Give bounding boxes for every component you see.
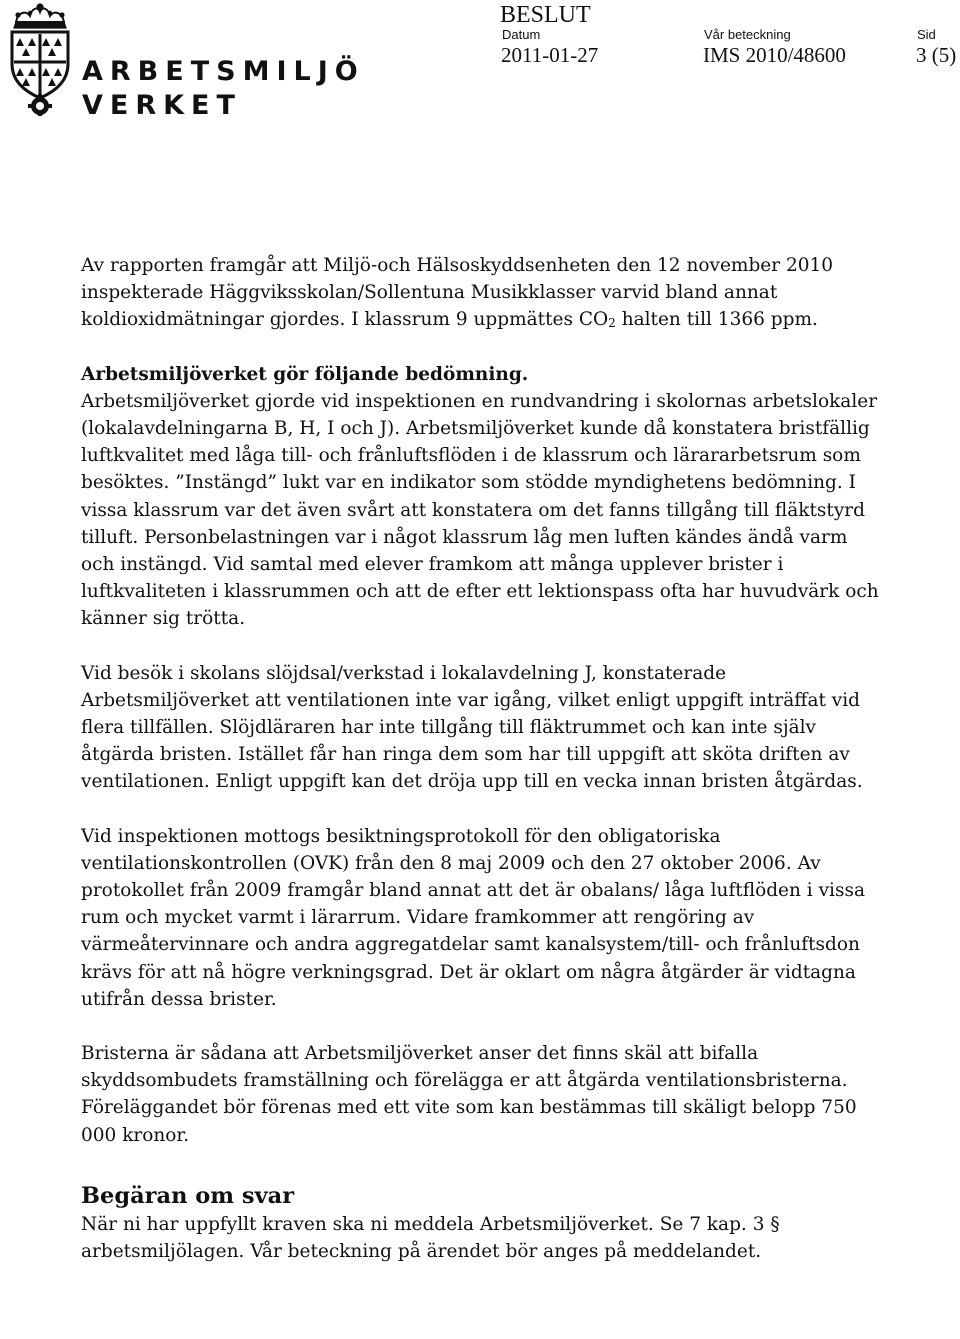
paragraph-report-tail: halten till 1366 ppm. <box>615 309 818 331</box>
assessment-text: Arbetsmiljöverket gjorde vid inspektionen en rundvandring i skolornas arbetslokaler (lokalavdelningarna B, H, I och J). Arbetsmiljöverket kunde då konstatera bristfällig luftkvalitet med låga till- och frånluftsflöden i de klassrum och lärararbetsrum som besöktes. ”Instängd” lukt var en indikator som stödde myndighetens bedömning. I vissa klassrum var det även svårt att konstatera om det fanns tillgång till fläktstyrd tilluft. Personbelastningen var i något klassrum låg men luften kändes ändå varm och instängd. Vid samtal med elever framkom att många upplever brister i luftkvaliteten i klassrummen och att de efter ett lektionspass ofta har huvudvärk och känner sig trötta. <box>81 390 879 630</box>
reference-label: Vår beteckning <box>704 27 791 42</box>
page-number: 3 (5) <box>916 43 957 67</box>
date-value: 2011-01-27 <box>501 43 599 67</box>
paragraph-report-text: Av rapporten framgår att Miljö-och Hälsoskyddsenheten den 12 november 2010 inspekterade Häggviksskolan/Sollentuna Musikklasser varvid bland annat koldioxidmätningar gjordes. I klassrum 9 uppmättes CO <box>81 255 834 331</box>
co2-subscript: 2 <box>608 316 616 331</box>
paragraph-report <box>81 252 881 334</box>
page-label: Sid <box>917 27 936 42</box>
reference-value: IMS 2010/48600 <box>703 43 846 67</box>
paragraph-workshop: Vid besök i skolans slöjdsal/verkstad i lokalavdelning J, konstaterade Arbetsmiljöverket att ventilationen inte var igång, vilket enligt uppgift inträffat vid flera tillfällen. Slöjdläraren har inte tillgång till fläktrummet och kan inte själv åtgärda bristen. Istället får han ringa dem som har till uppgift att sköta driften av ventilationen. Enligt uppgift kan det dröja upp till en vecka innan bristen åtgärdas. <box>81 662 863 793</box>
paragraph-ovk: Vid inspektionen mottogs besiktningsprotokoll för den obligatoriska ventilationskontrollen (OVK) från den 8 maj 2009 och den 27 oktober 2006. Av protokollet från 2009 framgår bland annat att det är obalans/ låga luftflöden i vissa rum och mycket varmt i lärarrum. Vidare framkommer att rengöring av värmeåtervinnare och andra aggregatdelar samt kanalsystem/till- och frånluftsdon krävs för att nå högre verkningsgrad. Det är oklart om några åtgärder är vidtagna utifrån dessa brister. <box>81 825 865 1010</box>
paragraph-response: När ni har uppfyllt kraven ska ni meddela Arbetsmiljöverket. Se 7 kap. 3 § arbetsmiljölagen. Vår beteckning på ärendet bör anges på meddelandet. <box>81 1213 780 1263</box>
date-label: Datum <box>502 27 541 42</box>
assessment-lead: Arbetsmiljöverket gör följande bedömning. <box>81 363 529 385</box>
org-name-line1: ARBETSMILJÖ <box>82 56 365 87</box>
letter-body <box>81 252 881 1265</box>
coat-of-arms-icon <box>4 2 76 116</box>
org-name-line2: VERKET <box>82 90 242 121</box>
agency-logo <box>0 0 365 121</box>
paragraph-assessment <box>81 361 881 633</box>
paragraph-conclusion: Bristerna är sådana att Arbetsmiljöverket anser det finns skäl att bifalla skyddsombudets framställning och förelägga er att åtgärda ventilationsbristerna. Föreläggandet bör förenas med ett vite som kan bestämmas till skäligt belopp 750 000 kronor. <box>81 1043 857 1146</box>
section-heading: Begäran om svar <box>81 1182 295 1209</box>
document-type: BESLUT <box>500 2 591 28</box>
